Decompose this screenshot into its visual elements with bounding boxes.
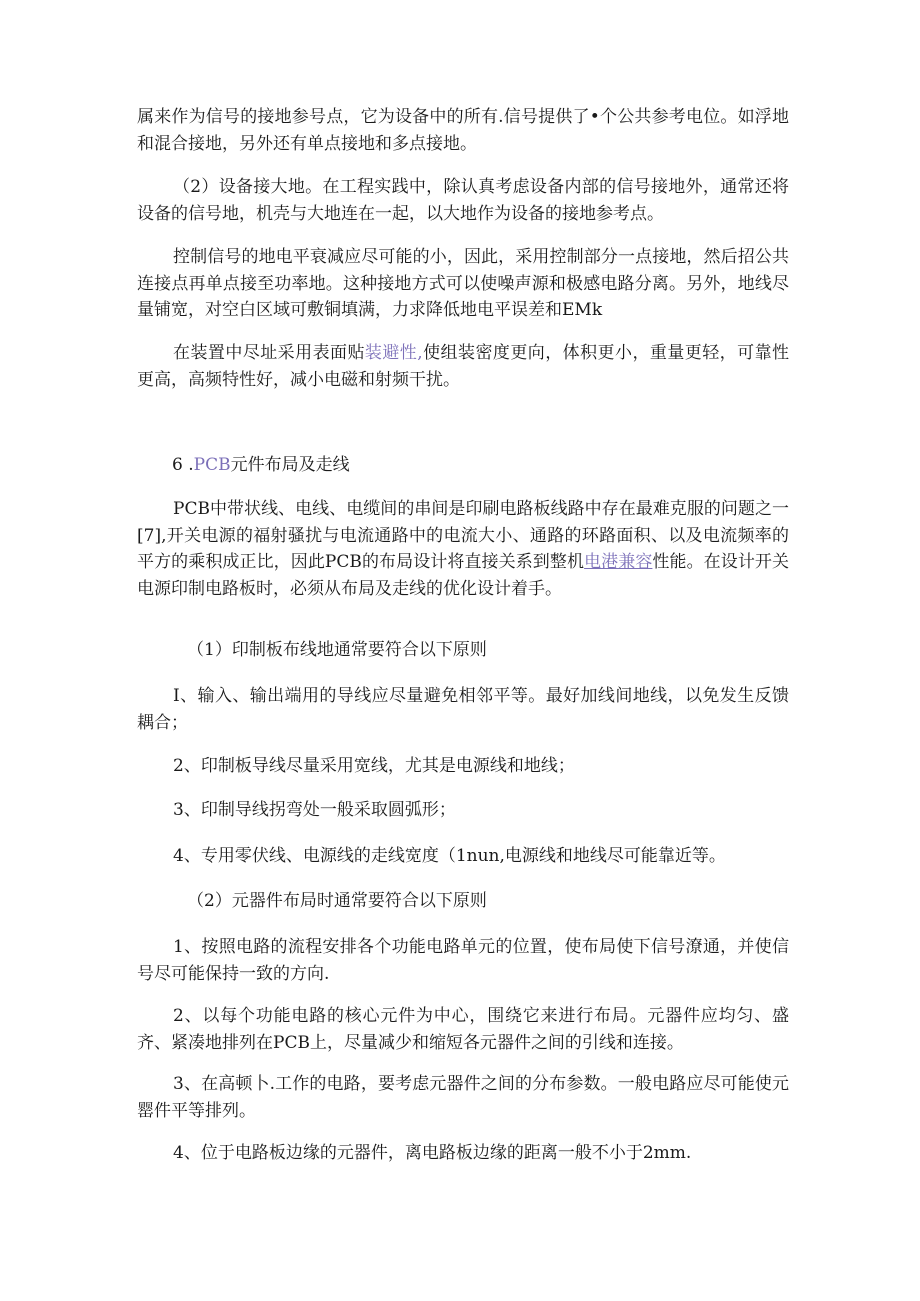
pcb-link[interactable]: PCB xyxy=(193,455,231,475)
paragraph-text: PCB中带状线、电线、电缆间的串间是印刷电路板线路中存在最难克服的问题之一[7],开关电源的福射骚扰与电流通路中的电流大小、通路的环路面积、以及电流频率的平方的乘积成正比，因此PCB的布局设计将直接关系到整机 xyxy=(137,499,789,572)
list-item-layout-1: 1、按照电路的流程安排各个功能电路单元的位置，使布局使下信号潦通，并使信号尽可能保持一致的方向. xyxy=(137,937,789,984)
paragraph-control-signal-ground: 控制信号的地电平衰减应尽可能的小，因此，采用控制部分一点接地，然后招公共连接点再单点接至功率地。这种接地方式可以使噪声源和极感电路分离。另外，地线尽量铺宽，对空白区域可敷铜填满，力求降低地电平误差和EMk xyxy=(137,247,789,320)
list-item-wiring-4: 4、专用零伏线、电源线的走线宽度（1nun,电源线和地线尽可能靠近等。 xyxy=(173,846,726,866)
section-heading xyxy=(172,452,350,479)
list-item-layout-2: 2、以每个功能电路的核心元件为中心，围绕它来进行布局。元器件应均匀、盛齐、紧凑地排列在PCB上，尽量减少和缩短各元器件之间的引线和连接。 xyxy=(137,1006,789,1053)
paragraph-surface-mount xyxy=(137,340,789,393)
list-item-wiring-3: 3、印制导线拐弯处一般采取圆弧形； xyxy=(173,800,456,820)
paragraph-grounding-reference: 属来作为信号的接地参号点，它为设备中的所有.信号提供了•个公共参考电位。如浮地和混合接地，另外还有单点接地和多点接地。 xyxy=(137,107,789,154)
paragraph-text: 在装置中尽址采用表面贴 xyxy=(173,343,365,363)
section-title: 元件布局及走线 xyxy=(230,455,350,475)
paragraph-text: 使组装密度更向，体积更小，重量更轻，可靠性更高，高频特性好，减小电磁和射频干扰。 xyxy=(137,343,790,390)
paragraph-layout-principles: （2）元器件布局时通常要符合以下原则 xyxy=(187,891,487,911)
emc-link[interactable]: 电港兼容 xyxy=(584,552,653,572)
paragraph-text: 性能。在设计开关电源印制电路板时，必须从布局及走线的优化设计着手。 xyxy=(137,552,790,599)
list-item-layout-4: 4、位于电路板边缘的元器件，离电路板边缘的距离一般不小于2mm. xyxy=(173,1143,692,1163)
surface-mount-link[interactable]: 装避性, xyxy=(364,343,423,363)
section-number: 6 . xyxy=(172,455,194,475)
paragraph-equipment-earth-ground: （2）设备接大地。在工程实践中，除认真考虑设备内部的信号接地外，通常还将设备的信号地，机壳与大地连在一起，以大地作为设备的接地参考点。 xyxy=(137,177,789,224)
list-item-layout-3: 3、在高顿卜.工作的电路，要考虑元器件之间的分布参数。一般电路应尽可能使元罂件平等排列。 xyxy=(137,1074,789,1121)
paragraph-pcb-crosstalk xyxy=(137,496,789,602)
list-item-wiring-1: I、输入、输出端用的导线应尽量避免相邻平等。最好加线间地线，以免发生反馈耦合； xyxy=(137,686,789,733)
paragraph-wiring-principles: （1）印制板布线地通常要符合以下原则 xyxy=(187,640,487,660)
list-item-wiring-2: 2、印制板导线尽量采用宽线，尤其是电源线和地线； xyxy=(173,756,575,776)
